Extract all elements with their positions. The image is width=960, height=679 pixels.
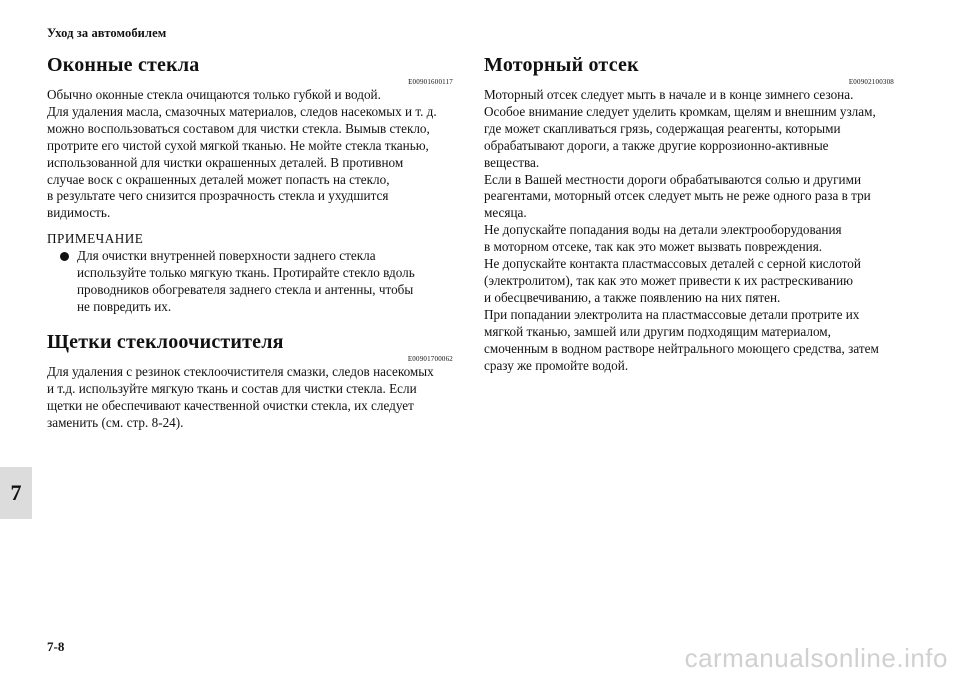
right-column <box>484 52 894 374</box>
text-line: реагентами, моторный отсек следует мыть не реже одного раза в три <box>484 188 871 204</box>
engine-body <box>484 87 894 374</box>
text-line: месяца. <box>484 205 527 221</box>
section-code-windows: E00901600117 <box>408 78 453 86</box>
text-line: в моторном отсеке, так как это может вызвать повреждения. <box>484 239 823 255</box>
text-line: смоченным в водном растворе нейтрального моющего средства, затем <box>484 340 879 356</box>
section-windows <box>47 52 453 316</box>
text-line: Не допускайте контакта пластмассовых деталей с серной кислотой <box>484 256 861 272</box>
chapter-number: 7 <box>10 480 22 505</box>
text-line: обрабатывают дороги, а также другие коррозионно-активные <box>484 137 829 153</box>
text-line: Особое внимание следует уделить кромкам, щелям и внешним узлам, <box>484 103 876 119</box>
text-line: протрите его чистой сухой мягкой тканью. Не мойте стекла тканью, <box>47 137 429 153</box>
text-line: можно воспользоваться составом для чистки стекла. Вымыв стекло, <box>47 120 430 136</box>
note-line: используйте только мягкую ткань. Протирайте стекло вдоль <box>77 265 415 281</box>
section-code-engine: E00902100308 <box>848 78 894 86</box>
text-line: и обесцвечиванию, а также появлению на них пятен. <box>484 289 781 305</box>
note-bullet-item <box>47 248 453 316</box>
text-line: где может скапливаться грязь, содержащая реагенты, которыми <box>484 120 841 136</box>
section-title-wipers: Щетки стеклоочистителя <box>47 330 284 353</box>
chapter-tab <box>0 467 32 519</box>
section-title-engine: Моторный отсек <box>484 54 639 76</box>
text-line: Обычно оконные стекла очищаются только губкой и водой. <box>47 87 381 102</box>
text-line: использованной для чистки окрашенных деталей. В противном <box>47 154 404 170</box>
watermark: carmanualsonline.info <box>684 643 948 673</box>
text-line: видимость. <box>47 205 111 221</box>
page-number: 7-8 <box>47 639 65 654</box>
section-title-windows: Оконные стекла <box>47 54 200 76</box>
text-line: вещества. <box>484 154 540 170</box>
section-engine <box>484 52 894 374</box>
note-line: проводников обогревателя заднего стекла и антенны, чтобы <box>77 281 414 297</box>
text-line: и т.д. используйте мягкую ткань и состав для чистки стекла. Если <box>47 380 417 396</box>
note-line: Для очистки внутренней поверхности заднего стекла <box>77 248 376 264</box>
text-line: Если в Вашей местности дороги обрабатываются солью и другими <box>484 171 862 187</box>
section-wipers <box>47 329 453 432</box>
text-line: Для удаления масла, смазочных материалов, следов насекомых и т. д. <box>47 103 437 119</box>
text-line: случае воск с окрашенных деталей может попасть на стекло, <box>47 171 390 187</box>
bullet-icon <box>60 252 69 261</box>
text-line: в результате чего снизится прозрачность стекла и ухудшится <box>47 188 389 204</box>
text-line: Не допускайте попадания воды на детали электрооборудования <box>484 222 842 238</box>
windows-body <box>47 87 453 222</box>
text-line: Моторный отсек следует мыть в начале и в конце зимнего сезона. <box>484 87 854 102</box>
note-label: ПРИМЕЧАНИЕ <box>47 231 144 247</box>
text-line: щетки не обеспечивают качественной очистки стекла, их следует <box>47 397 414 413</box>
text-line: При попадании электролита на пластмассовые детали протрите их <box>484 306 860 322</box>
text-line: Для удаления с резинок стеклоочистителя смазки, следов насекомых <box>47 363 434 379</box>
text-line: заменить (см. стр. 8-24). <box>47 414 184 430</box>
wipers-body <box>47 364 453 432</box>
text-line: мягкой тканью, замшей или другим подходящим материалом, <box>484 323 831 339</box>
left-column <box>47 52 453 431</box>
note-line: не повредить их. <box>77 298 172 314</box>
section-code-wipers: E00901700062 <box>407 354 453 363</box>
running-header: Уход за автомобилем <box>47 26 167 40</box>
text-line: сразу же промойте водой. <box>484 357 629 373</box>
text-line: (электролитом), так как это может привести к их растрескиванию <box>484 272 854 288</box>
